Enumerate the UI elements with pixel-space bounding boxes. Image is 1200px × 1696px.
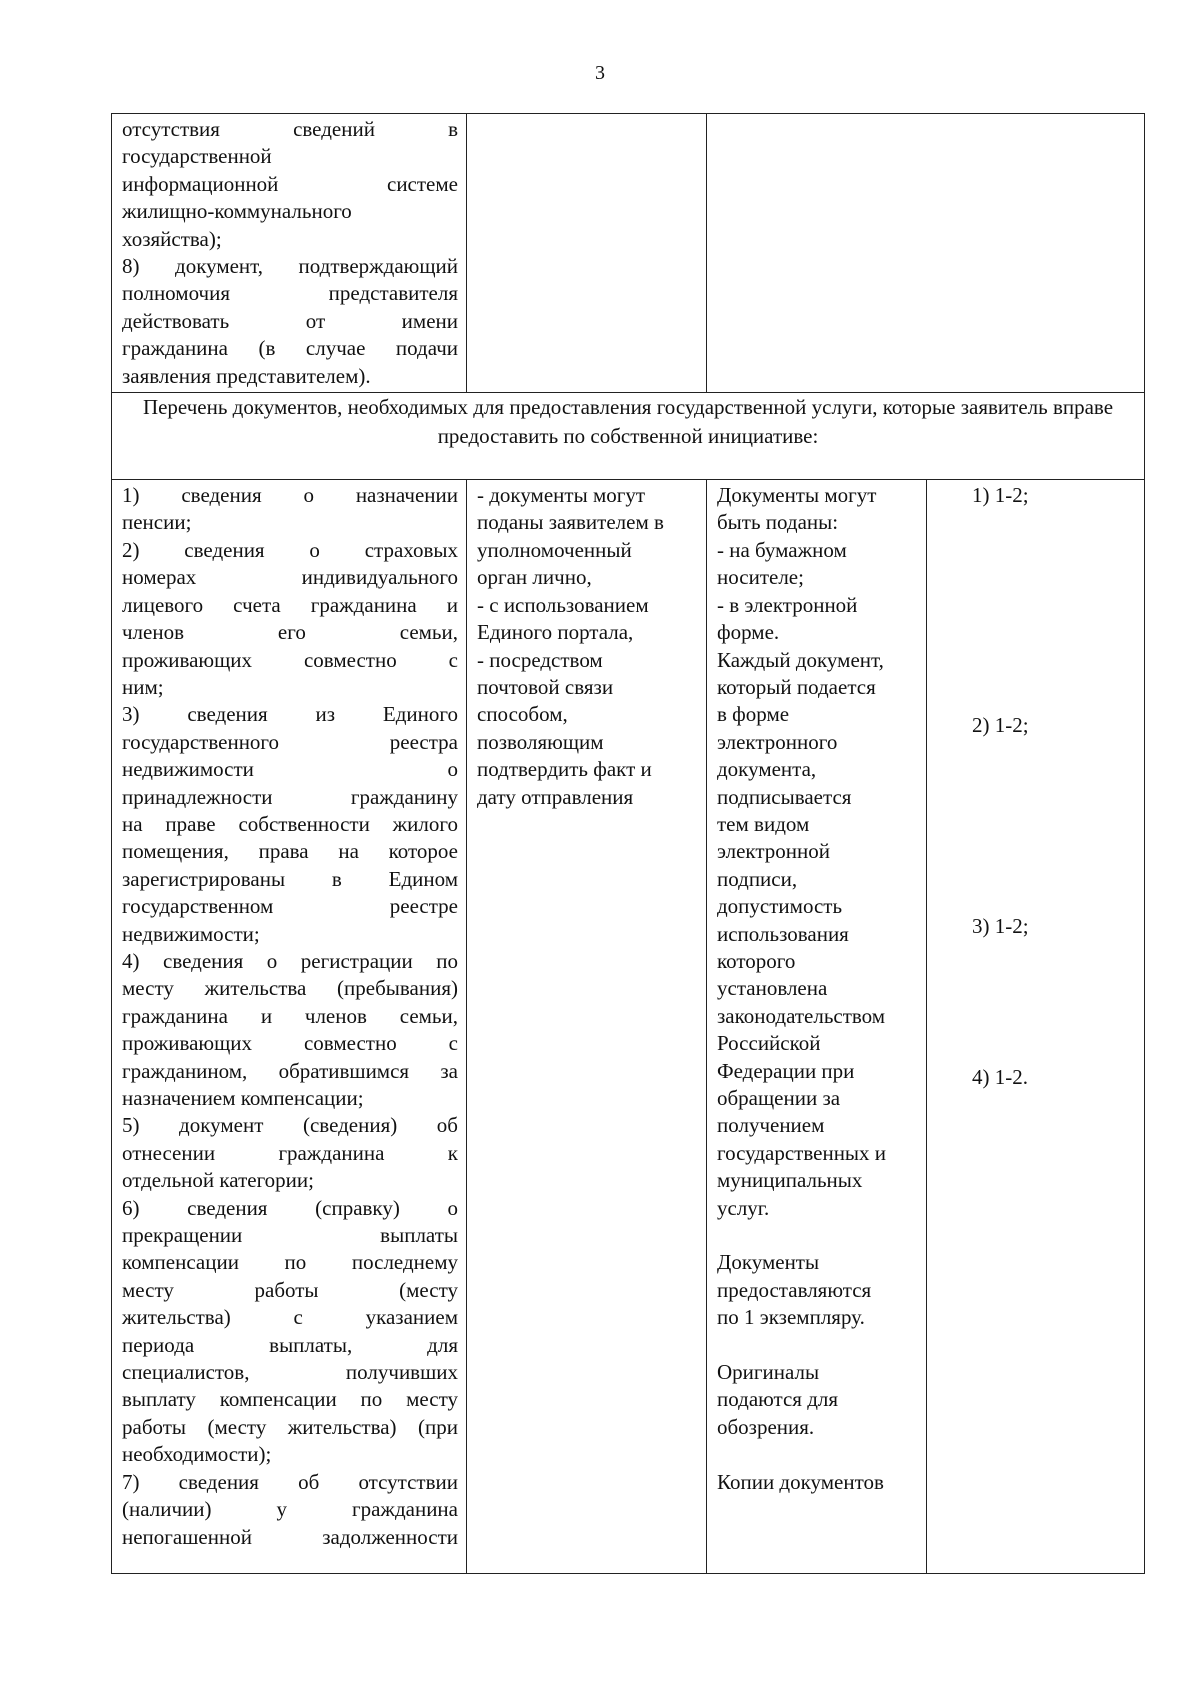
text-line: (наличии) у гражданина	[122, 1497, 458, 1522]
text-line: подтвердить факт и	[477, 757, 652, 782]
text-line: подписывается	[717, 784, 852, 809]
cell-submission-form	[706, 480, 926, 1573]
text-line: использования	[717, 921, 849, 946]
text-line: форме.	[717, 620, 780, 645]
text-line: дату отправления	[477, 784, 634, 809]
text-line: в форме	[717, 702, 790, 727]
text-line: 6) сведения (справку) о	[122, 1195, 458, 1220]
text-line: прекращении выплаты	[122, 1223, 458, 1248]
text-line	[717, 1441, 918, 1468]
text-line: уполномоченный	[477, 537, 632, 562]
cell-empty	[466, 114, 706, 392]
text-line: 3) сведения из Единого	[122, 702, 458, 727]
page-number: 3	[595, 62, 605, 84]
text-line: недвижимости;	[122, 921, 260, 946]
text-line	[717, 1332, 918, 1359]
text-line: помещения, права на которое	[122, 839, 458, 864]
item-number: 1) 1-2;	[972, 483, 1029, 508]
text-line: назначением компенсации;	[122, 1086, 364, 1110]
item-number: 2) 1-2;	[972, 713, 1029, 738]
text-line: отсутствия сведений в	[122, 117, 458, 141]
text-line: орган лично,	[477, 565, 592, 590]
table-row-continuation	[112, 114, 1144, 392]
text-line: пенсии;	[122, 510, 192, 535]
text-line: заявления представителем).	[122, 363, 371, 388]
cell-documents-list	[112, 114, 466, 392]
text-line: ним;	[122, 674, 164, 699]
text-line: выплату компенсации по месту	[122, 1387, 458, 1412]
text-line: жилищно-коммунального	[122, 199, 352, 224]
text-line: проживающих совместно с	[122, 1031, 458, 1056]
text-line: 1) сведения о назначении	[122, 483, 458, 508]
documents-table	[111, 113, 1145, 1574]
item-number: 4) 1-2.	[972, 1065, 1028, 1090]
text-line: отнесении гражданина к	[122, 1140, 458, 1165]
text-line: зарегистрированы в Едином	[122, 866, 458, 891]
text-line: подписи,	[717, 866, 798, 891]
text-line: получением	[717, 1113, 825, 1138]
text-line: месту работы (месту	[122, 1277, 458, 1302]
text-line: необходимости);	[122, 1442, 272, 1467]
text-line: работы (месту жительства) (при	[122, 1414, 458, 1439]
text-line: полномочия представителя	[122, 281, 458, 306]
text-line: государственной	[122, 144, 272, 169]
text-line: государственных и	[717, 1140, 887, 1165]
text-line: 2) сведения о страховых	[122, 537, 458, 562]
text-line: Каждый документ,	[717, 647, 884, 672]
text-line: хозяйства);	[122, 226, 222, 251]
text-line: Российской	[717, 1031, 821, 1056]
text-line: принадлежности гражданину	[122, 784, 458, 809]
text-line: подаются для	[717, 1387, 839, 1412]
text-line: компенсации по последнему	[122, 1250, 458, 1275]
text-line: 4) сведения о регистрации по	[122, 948, 458, 973]
text-line: Копии документов	[717, 1469, 884, 1494]
cell-empty	[706, 114, 1144, 392]
cell-item-numbers	[926, 480, 1144, 1573]
text-line: членов его семьи,	[122, 620, 458, 645]
text-line: государственном реестре	[122, 894, 458, 919]
text-line: государственного реестра	[122, 729, 458, 754]
cell-submission-methods	[466, 480, 706, 1573]
text-line: гражданина и членов семьи,	[122, 1003, 458, 1028]
text-line: обозрения.	[717, 1414, 815, 1439]
text-line: - документы могут	[477, 483, 646, 508]
text-line: 5) документ (сведения) об	[122, 1113, 458, 1138]
text-line: допустимость	[717, 894, 843, 919]
text-line: месту жительства (пребывания)	[122, 976, 458, 1001]
text-line: Документы	[717, 1250, 820, 1275]
text-line: носителе;	[717, 565, 804, 590]
text-line: электронной	[717, 839, 831, 864]
text-line: непогашенной задолженности	[122, 1524, 458, 1549]
text-line: информационной системе	[122, 171, 458, 196]
cell-documents-list	[112, 480, 466, 1573]
text-line: 8) документ, подтверждающий	[122, 254, 458, 279]
text-line: отдельной категории;	[122, 1168, 314, 1193]
text-line: быть поданы:	[717, 510, 839, 535]
text-line: 7) сведения об отсутствии	[122, 1469, 458, 1494]
text-line: действовать от имени	[122, 308, 458, 333]
text-line: - в электронной	[717, 592, 858, 617]
text-line: проживающих совместно с	[122, 647, 458, 672]
text-line: гражданином, обратившимся за	[122, 1058, 458, 1083]
text-line: который подается	[717, 674, 876, 699]
text-line: муниципальных	[717, 1168, 863, 1193]
text-line: жительства) с указанием	[122, 1305, 458, 1330]
text-line: гражданина (в случае подачи	[122, 336, 458, 361]
text-line: Оригиналы	[717, 1360, 820, 1385]
text-line: Документы могут	[717, 483, 877, 508]
text-line: - с использованием	[477, 592, 649, 617]
text-line: предоставляются	[717, 1277, 872, 1302]
text-line: тем видом	[717, 811, 810, 836]
text-line: способом,	[477, 702, 568, 727]
text-line: - посредством	[477, 647, 603, 672]
text-line: периода выплаты, для	[122, 1332, 458, 1357]
text-line: которого	[717, 948, 796, 973]
table-row-main	[112, 479, 1144, 1573]
text-line: номерах индивидуального	[122, 565, 458, 590]
table-row-section-heading	[112, 392, 1144, 479]
text-line: на праве собственности жилого	[122, 811, 458, 836]
text-line: - на бумажном	[717, 537, 847, 562]
text-line: обращении за	[717, 1086, 841, 1110]
section-heading: Перечень документов, необходимых для предоставления государственной услуги, которые заявитель вправе предоставить по собственной инициативе:	[142, 395, 1114, 449]
text-line: услуг.	[717, 1195, 770, 1220]
text-line: почтовой связи	[477, 674, 614, 699]
text-line: установлена	[717, 976, 828, 1001]
text-line	[717, 1222, 918, 1249]
text-line: документа,	[717, 757, 817, 782]
text-line: Единого портала,	[477, 620, 634, 645]
item-number: 3) 1-2;	[972, 914, 1029, 939]
text-line: позволяющим	[477, 729, 604, 754]
text-line: Федерации при	[717, 1058, 855, 1083]
text-line: по 1 экземпляру.	[717, 1305, 865, 1330]
text-line: недвижимости о	[122, 757, 458, 782]
text-line: электронного	[717, 729, 838, 754]
text-line: поданы заявителем в	[477, 510, 664, 535]
text-line: специалистов, получивших	[122, 1360, 458, 1385]
text-line: лицевого счета гражданина и	[122, 592, 458, 617]
text-line: законодательством	[717, 1003, 886, 1028]
